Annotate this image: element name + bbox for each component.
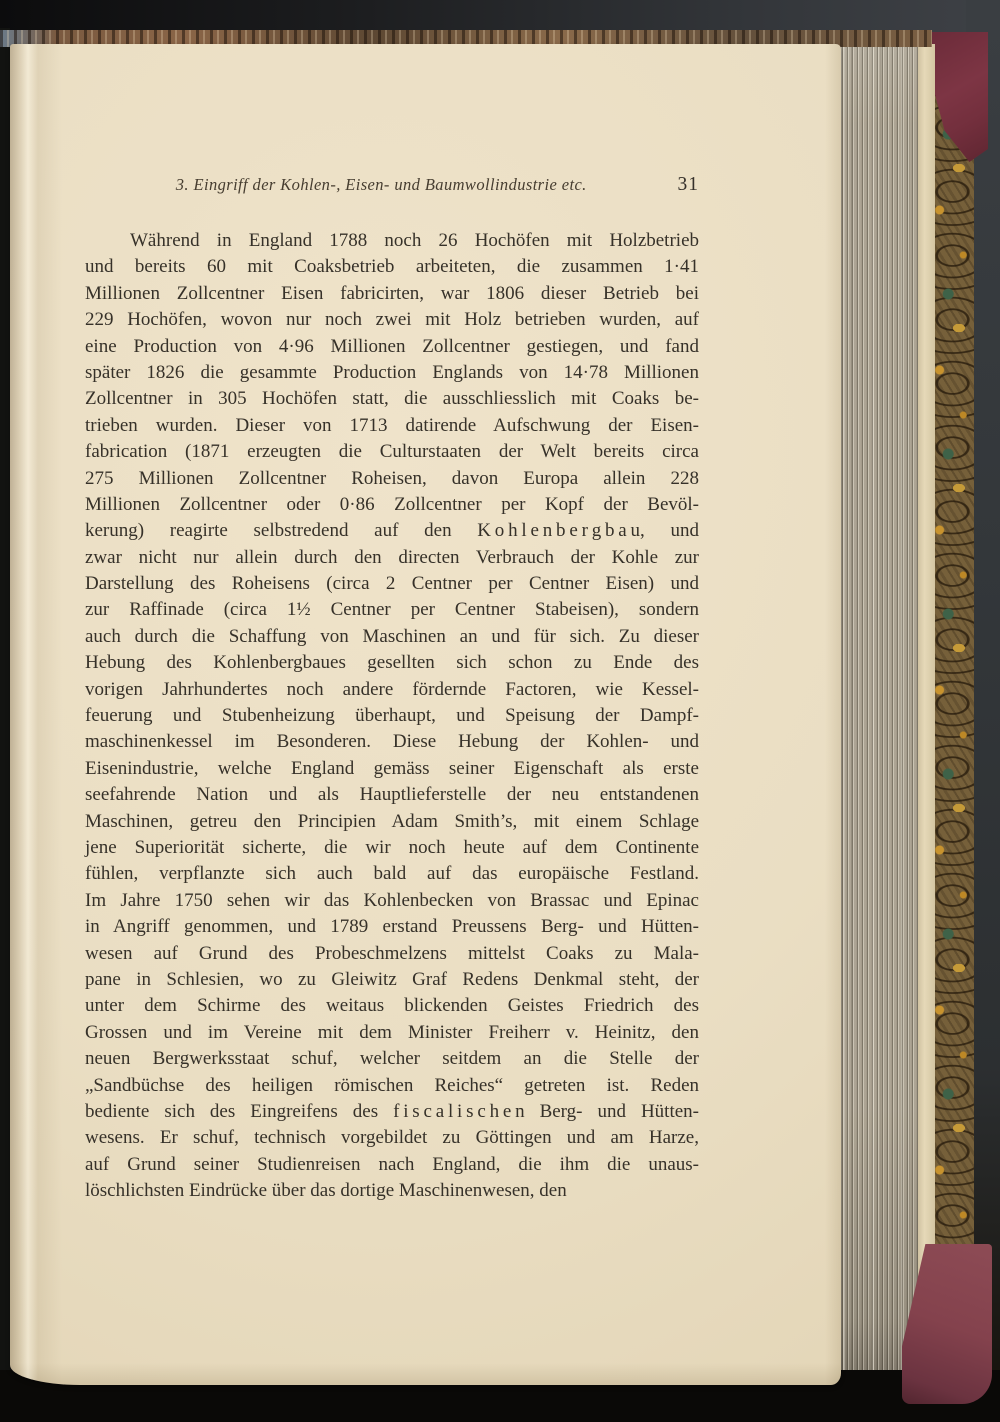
text-line: 275 Millionen Zollcentner Roheisen, davon Europa allein 228 [85, 467, 699, 489]
text-line: löschlichsten Eindrücke über das dortige Maschinenwesen, den [85, 1180, 567, 1202]
text-line: fabrication (1871 erzeugten die Culturstaaten der Welt bereits circa [85, 441, 699, 463]
inner-page-edge [916, 44, 935, 1340]
text-line: zur Raffinade (circa 1½ Centner per Centner Stabeisen), sondern [85, 599, 699, 621]
text-line: maschinenkessel im Besonderen. Diese Hebung der Kohlen- und [85, 731, 699, 753]
text-line: pane in Schlesien, wo zu Gleiwitz Graf Redens Denkmal steht, der [85, 968, 699, 990]
text-line: 229 Hochöfen, wovon nur noch zwei mit Holz betrieben wurden, auf [85, 309, 699, 331]
text-line: kerung) reagirte selbstredend auf den K o h l e n b e r g b a u, und [85, 520, 699, 542]
text-line: und bereits 60 mit Coaksbetrieb arbeiteten, die zusammen 1·41 [85, 256, 699, 278]
running-header-title: 3. Eingriff der Kohlen-, Eisen- und Baumwollindustrie etc. [175, 175, 587, 194]
text-line: Maschinen, getreu den Principien Adam Smith’s, mit einem Schlage [85, 810, 699, 832]
text-line: jene Superiorität sicherte, die wir noch heute auf dem Continente [85, 836, 699, 858]
text-line: Zollcentner in 305 Hochöfen statt, die ausschliesslich mit Coaks be- [85, 388, 699, 410]
text-line: Hebung des Kohlenbergbaues gesellten sich schon zu Ende des [85, 652, 699, 674]
text-line: auch durch die Schaffung von Maschinen an und für sich. Zu dieser [85, 625, 699, 647]
spine-shadow [0, 28, 10, 1422]
body-text [85, 228, 699, 1204]
text-line: fühlen, verpflanzte sich auch bald auf das europäische Festland. [85, 863, 699, 885]
text-line: feuerung und Stubenheizung überhaupt, und Speisung der Dampf- [85, 705, 699, 727]
text-line: Im Jahre 1750 sehen wir das Kohlenbecken von Brassac und Epinac [85, 889, 699, 911]
text-line: wesens. Er schuf, technisch vorgebildet zu Göttingen und am Harze, [85, 1127, 699, 1149]
text-line: vorigen Jahrhundertes noch andere fördernde Factoren, wie Kessel- [85, 678, 699, 700]
text-line: unter dem Schirme des weitaus blickenden Geistes Friedrich des [85, 995, 699, 1017]
text-line: auf Grund seiner Studienreisen nach England, die ihm die unaus- [85, 1153, 699, 1175]
text-line: Millionen Zollcentner Eisen fabricirten, war 1806 dieser Betrieb bei [85, 282, 699, 304]
text-line: trieben wurden. Dieser von 1713 datirende Aufschwung der Eisen- [85, 414, 699, 436]
text-line: Während in England 1788 noch 26 Hochöfen mit Holzbetrieb [130, 230, 699, 251]
marbled-cover-edge [931, 38, 974, 1258]
text-line: in Angriff genommen, und 1789 erstand Preussens Berg- und Hütten- [85, 916, 699, 938]
text-line: eine Production von 4·96 Millionen Zollcentner gestiegen, und fand [85, 335, 699, 357]
book-page [10, 44, 841, 1385]
text-line: Eisenindustrie, welche England gemäss seiner Eigenschaft als erste [85, 757, 699, 779]
text-line: Grossen und im Vereine mit dem Minister Freiherr v. Heinitz, den [85, 1021, 699, 1043]
text-line: neuen Bergwerksstaat schuf, welcher seitdem an die Stelle der [85, 1048, 699, 1070]
text-line: bediente sich des Eingreifens des f i s c a l i s c h e n Berg- und Hütten- [85, 1100, 699, 1122]
text-line: wesen auf Grund des Probeschmelzens mittelst Coaks zu Mala- [85, 942, 699, 964]
text-line: Millionen Zollcentner oder 0·86 Zollcentner per Kopf der Bevöl- [85, 493, 699, 515]
text-line: später 1826 die gesammte Production Englands von 14·78 Millionen [85, 361, 699, 383]
page-header [85, 174, 699, 200]
book-fore-edge-pages [832, 45, 918, 1374]
text-line: seefahrende Nation und als Hauptlieferstelle der neu entstandenen [85, 784, 699, 806]
text-line: Darstellung des Roheisens (circa 2 Centner per Centner Eisen) und [85, 573, 699, 595]
text-line: „Sandbüchse des heiligen römischen Reiches“ getreten ist. Reden [85, 1074, 699, 1096]
text-line: zwar nicht nur allein durch den directen Verbrauch der Kohle zur [85, 546, 699, 568]
page-number: 31 [677, 174, 699, 195]
